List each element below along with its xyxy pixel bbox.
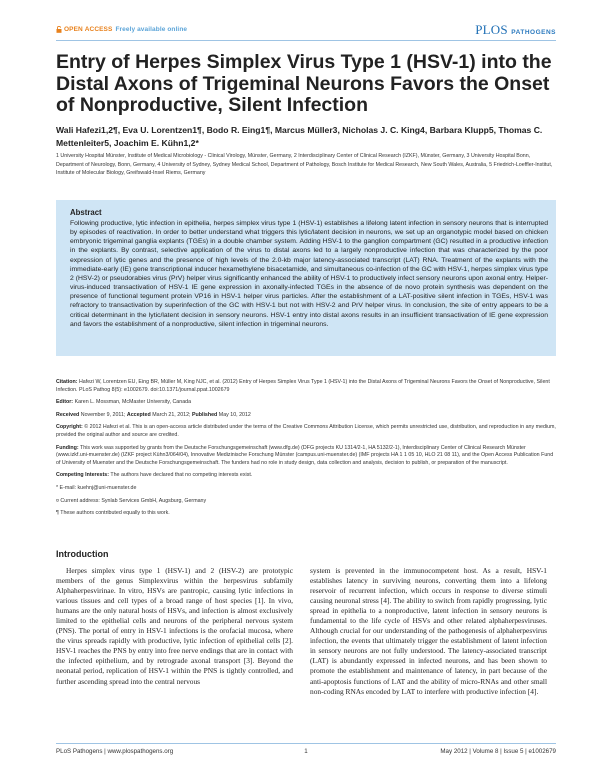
open-lock-icon — [56, 26, 62, 33]
editor: Editor: Karen L. Mossman, McMaster University, Canada — [56, 399, 192, 406]
footer-divider — [56, 743, 556, 744]
funding: Funding: This work was supported by grants from the Deutsche Forschungsgemeinschaft (www.dfg.de) (DFG projects KU 1314/2-1, HA 5132/2-1), Interdisciplinary Center of Clinical Research Münster (www.izkf.uni-muenster.de) (IZKF project Kühn3/064/04), Innovative Medizinische Forschung Münster (campus.uni-muenster.de) (IMF projects HA 1 1 05 10, HLO 21 08 11), and the Open Access Publication Fund of University of Muenster and the Deutsche Forschungsgemeinschaft. The funders had no role in study design, data collection and analysis, decision to publish, or preparation of the manuscript. — [56, 444, 554, 466]
copyright: Copyright: © 2012 Hafezi et al. This is an open-access article distributed under the terms of the Creative Commons Attribution License, which permits unrestricted use, distribution, and reproduction in any medium, provided the original author and source are credited. — [56, 424, 556, 438]
footer-issue: May 2012 | Volume 8 | Issue 5 | e1002679 — [440, 748, 556, 755]
introduction-heading: Introduction — [56, 549, 109, 559]
journal-logo-sub: PATHOGENS — [511, 29, 556, 36]
current-address: ¤ Current address: Synlab Services GmbH, Augsburg, Germany — [56, 497, 207, 504]
journal-logo-text: PLOS — [475, 22, 508, 37]
citation: Citation: Hafezi W, Lorentzen EU, Eing BR, Müller M, King NJC, et al. (2012) Entry of Herpes Simplex Virus Type 1 (HSV-1) into the Distal Axons of Trigeminal Neurons Favors the Onset of Nonproductive, Silent Infection. PLoS Pathog 8(5): e1002679. doi:10.1371/journal.ppat.1002679 — [56, 379, 550, 393]
journal-logo — [475, 22, 556, 38]
open-access-badge — [56, 26, 187, 33]
equal-contribution: ¶ These authors contributed equally to this work. — [56, 510, 170, 517]
footer-journal: PLoS Pathogens | www.plospathogens.org — [56, 748, 174, 755]
affiliations: 1 University Hospital Münster, Institute of Medical Microbiology - Clinical Virology, Münster, Germany, 2 Interdisciplinary Center of Clinical Research (IZKF), Münster, Germany, 3 University Hospital Bonn, Department of Neurology, Bonn, Germany, 4 University of Sydney, Sydney Medical School, Department of Pathology, Bosch Institute for Medical Research, New South Wales, Australia, 5 Friedrich-Loeffler-Institut, Institute of Molecular Biology, Greifswald-Insel Riems, Germany — [56, 153, 553, 176]
article-metadata — [56, 379, 556, 523]
intro-paragraph: system is prevented in the immunocompetent host. As a result, HSV-1 establishes latency in surviving neurons, converting them into a lifelong reservoir of recurrent infection, which occurs in response to diverse stimuli causing neuronal stress [4]. The ability to switch from rapidly progressing, lytic spread in epithelia to a nonproductive, latent infection in sensory neurons is fundamental to the life cycle of HSVs and other related alphaherpesviruses. Although crucial for our understanding of the pathogenesis of alphaherpesvirus infection, the events that ultimately trigger the establishment of latent infection in sensory neurons are not fully understood. The latency-associated transcript (LAT) is abundantly expressed in infected neurons, and has been shown to promote the establishment and maintenance of latency, in part because of the anti-apoptosis functions of LAT and the ability of micro-RNAs and other small non-coding RNAs encoded by LAT to interfere with productive infection [4]. — [310, 566, 547, 696]
dates: Received November 9, 2011; Accepted March 21, 2012; Published May 10, 2012 — [56, 411, 251, 418]
abstract-heading: Abstract — [70, 208, 102, 217]
page-number: 1 — [304, 748, 308, 755]
open-label: OPEN — [64, 26, 83, 33]
freely-available-label: Freely available online — [115, 26, 188, 33]
abstract-text: Following productive, lytic infection in epithelia, herpes simplex virus type 1 (HSV-1) establishes a lifelong latent infection in sensory neurons that is interrupted by episodes of reactivation. In order to better understand what triggers this lytic/latent decision in neurons, we set up an organotypic model based on chicken embryonic trigeminal ganglia explants (TGEs) in a double chamber system. Adding HSV-1 to the ganglion compartment (GC) resulted in a productive infection in the explants. By contrast, selective application of the virus to distal axons led to a largely nonproductive infection that was characterized by the poor expression of lytic genes and the presence of high levels of the 2.0-kb major latency-associated transcript (LAT) RNA. Treatment of the explants with the immediate-early (IE) gene transcriptional inducer hexamethylene bisacetamide, and simultaneous co-infection of the GC with HSV-1, herpes simplex virus type 2 (HSV-2) or pseudorabies virus (PrV) helper virus significantly enhanced the ability of HSV-1 to productively infect sensory neurons upon axonal entry. Helper-virus-induced transactivation of HSV-1 IE gene expression in axonally-infected TGEs in the absence of de novo protein synthesis was dependent on the presence of functional tegument protein VP16 in HSV-1 helper virus particles. After the establishment of a LAT-positive silent infection in TGEs, HSV-1 was refractory to transactivation by superinfection of the GC with HSV-1 but not with HSV-2 and PrV helper virus. In conclusion, the site of entry appears to be a critical determinant in the lytic/latent decision in sensory neurons. HSV-1 entry into distal axons results in an insufficient transactivation of IE gene expression and favors the establishment of a nonproductive, silent infection in trigeminal neurons. — [70, 220, 548, 328]
article-title: Entry of Herpes Simplex Virus Type 1 (HSV-1) into the Distal Axons of Trigeminal Neurons Favors the Onset of Nonproductive, Silent Infection — [56, 51, 552, 116]
email-link[interactable]: * E-mail: kuehnj@uni-muenster.de — [56, 484, 137, 491]
competing-interests: Competing Interests: The authors have declared that no competing interests exist. — [56, 472, 253, 479]
intro-column-left: Herpes simplex virus type 1 (HSV-1) and 2 (HSV-2) are prototypic members of the genus Simplexvirus within the herpesvirus subfamily Alphaherpesvirinae. In vitro, HSVs are pantropic, causing lytic infections in various tissues and cell types of a broad range of host species [1]. In vivo, humans are the only natural hosts of HSVs, and infection is almost exclusively limited to the epithelial cells and neurons of the peripheral nervous system (PNS). The portal of entry in HSV-1 infections is the orofacial mucosa, where the virus spreads rapidly with productive, lytic infection of epithelial cells [2]. HSV-1 reaches the PNS by entry into free nerve endings that are in contact with the infected epithelium, and by retrograde axonal transport [3]. Beyond the neonatal period, replication of HSV-1 within the PNS is tightly controlled, and further ascending spread into the central nervous — [56, 566, 293, 686]
intro-column-right — [310, 566, 547, 697]
author-list: Wali Hafezi1,2¶, Eva U. Lorentzen1¶, Bodo R. Eing1¶, Marcus Müller3, Nicholas J. C. King4, Barbara Klupp5, Thomas C. Mettenleiter5, Joachim E. Kühn1,2* — [56, 125, 543, 148]
header-divider — [56, 40, 556, 41]
journal-header — [56, 22, 556, 39]
access-label: ACCESS — [84, 26, 113, 33]
